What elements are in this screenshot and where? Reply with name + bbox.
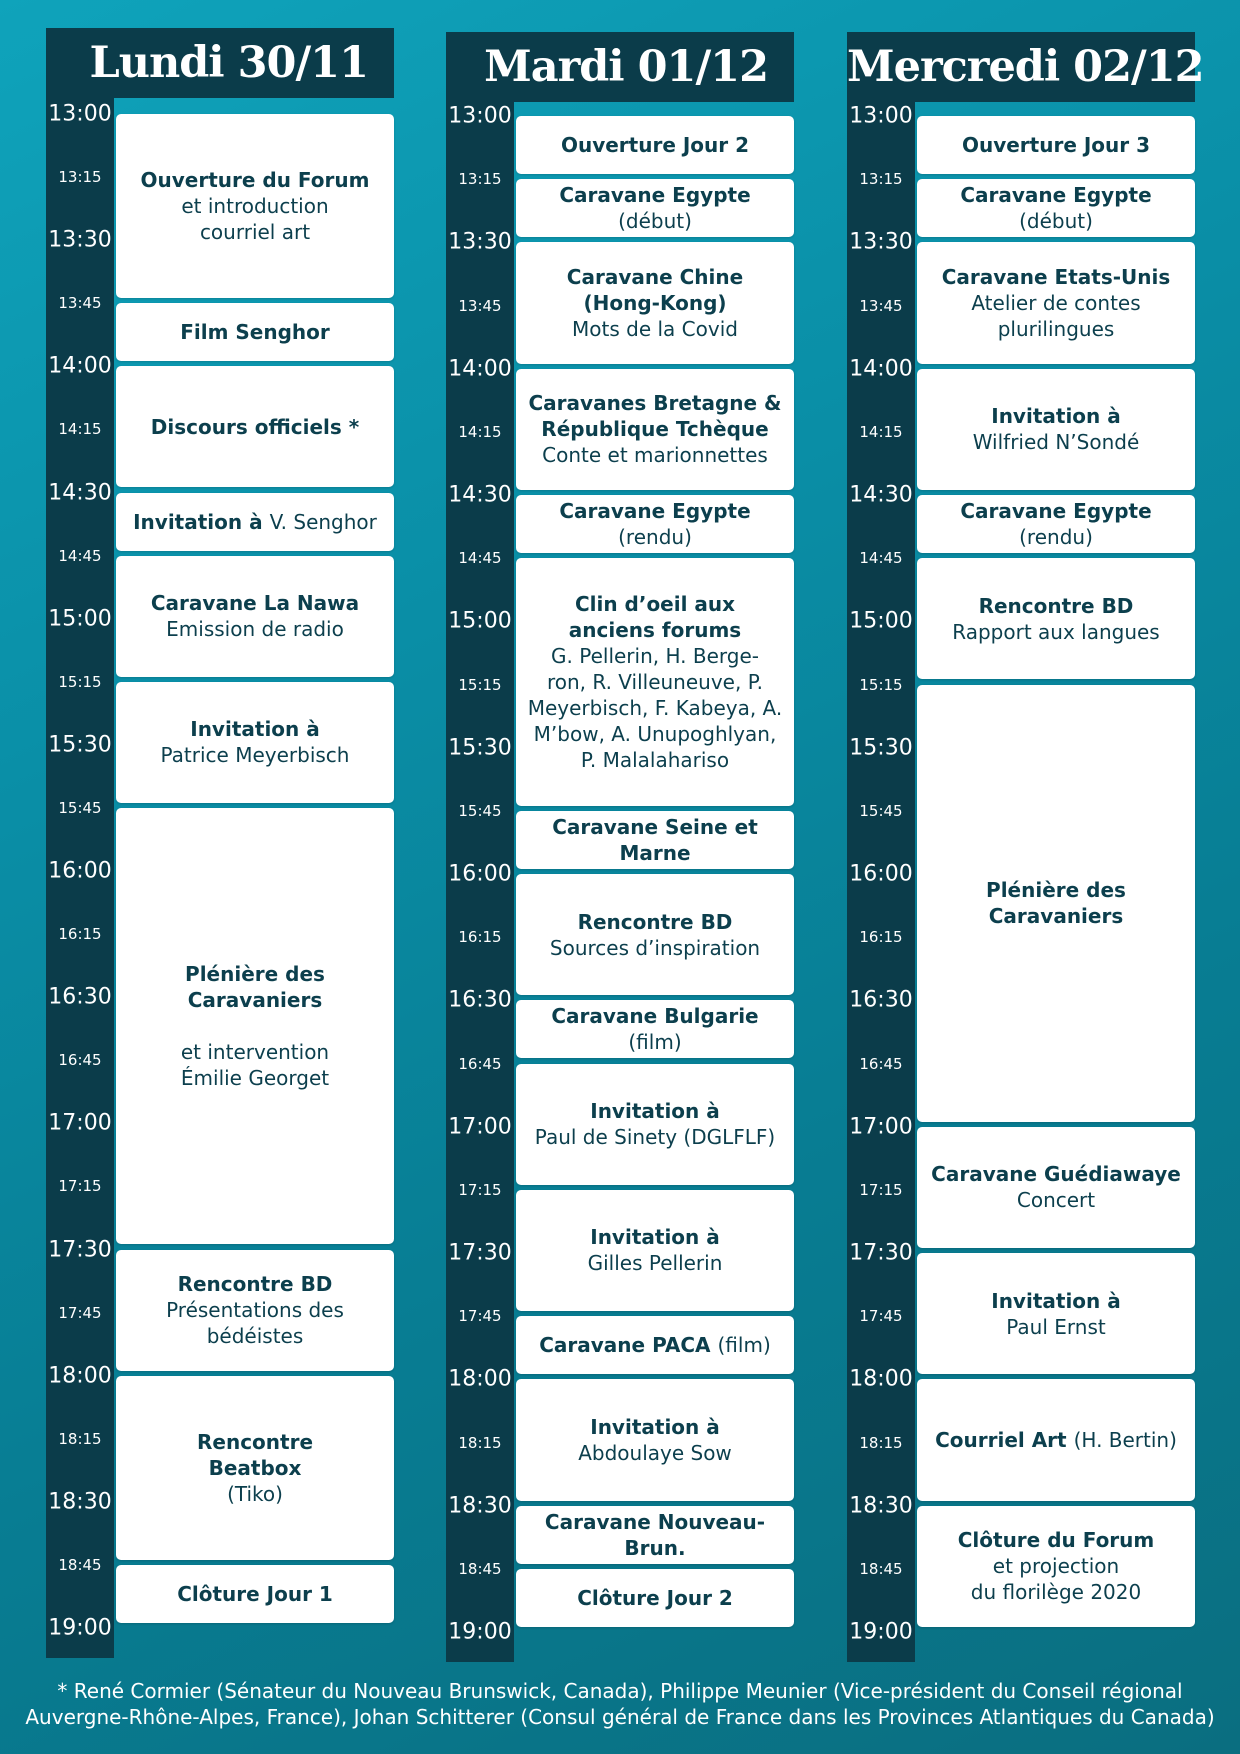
time-label: 18:45 <box>58 1555 102 1574</box>
event-detail-text: (H. Bertin) <box>1073 1427 1177 1452</box>
time-label: 16:15 <box>458 928 502 947</box>
event-line <box>528 695 783 721</box>
time-label: 17:30 <box>448 1240 512 1266</box>
time-label: 15:00 <box>448 608 512 634</box>
event-title-text: Courriel Art <box>935 1427 1074 1452</box>
event-detail-text: (début) <box>618 209 692 234</box>
event-line <box>541 416 768 442</box>
time-label: 16:30 <box>849 987 913 1013</box>
event-line <box>200 219 310 245</box>
event-line <box>578 1440 732 1466</box>
event-line <box>581 747 729 773</box>
event-line <box>529 390 782 416</box>
event-line <box>567 264 743 290</box>
time-label: 16:15 <box>58 925 102 944</box>
time-label: 17:15 <box>458 1180 502 1199</box>
time-label: 16:00 <box>849 861 913 887</box>
event-title-text: Caravane Egypte <box>960 183 1152 208</box>
event-title-text: Clôture du Forum <box>957 1528 1155 1553</box>
time-label: 15:15 <box>859 675 903 694</box>
time-label: 14:15 <box>58 420 102 439</box>
event-line <box>177 1581 333 1607</box>
time-label: 18:45 <box>458 1559 502 1578</box>
event-title-text: Caravaniers <box>187 988 323 1013</box>
event-title-text: Caravane Bulgarie <box>551 1004 759 1029</box>
event-title-text: Discours officiels * <box>150 414 360 439</box>
time-label: 18:15 <box>458 1433 502 1452</box>
event-title-text: anciens forums <box>568 617 742 642</box>
time-label: 13:45 <box>58 294 102 313</box>
time-label: 19:00 <box>849 1619 913 1645</box>
day-header: Lundi 30/11 <box>46 28 394 98</box>
day-header: Mercredi 02/12 <box>847 32 1195 102</box>
event-line <box>572 316 738 342</box>
event-title-text: Rencontre BD <box>577 909 733 934</box>
event-card <box>116 366 394 487</box>
time-label: 15:45 <box>458 801 502 820</box>
event-line <box>1017 1187 1095 1213</box>
event-line <box>979 593 1134 619</box>
event-detail-text: Émilie Georget <box>180 1066 330 1091</box>
event-title-text: Caravanes Bretagne & <box>528 391 782 416</box>
event-card <box>516 1569 794 1627</box>
event-card <box>516 874 794 995</box>
time-label: 16:30 <box>448 987 512 1013</box>
event-detail-text: Conte et marionnettes <box>542 443 768 468</box>
event-title-text: Clôture Jour 2 <box>577 1585 733 1610</box>
event-title-text: Caravane Egypte <box>559 183 751 208</box>
time-label: 15:45 <box>58 798 102 817</box>
event-card <box>116 1250 394 1371</box>
event-line <box>524 1509 786 1561</box>
event-detail-text: et introduction <box>181 194 329 219</box>
event-title-text: Ouverture Jour 2 <box>560 133 750 158</box>
time-label: 18:15 <box>58 1429 102 1448</box>
event-detail-text: Gilles Pellerin <box>587 1251 723 1276</box>
event-card <box>116 808 394 1245</box>
event-card <box>516 369 794 490</box>
event-line <box>971 1579 1141 1605</box>
time-label: 15:30 <box>48 732 112 758</box>
event-title-text: Invitation à <box>991 404 1121 429</box>
footnote-line: * René Cormier (Sénateur du Nouveau Brunswick, Canada), Philippe Meunier (Vice-président du Conseil régional <box>57 1679 1183 1703</box>
event-title-text: Caravane Guédiawaye <box>931 1162 1181 1187</box>
event-card <box>917 558 1195 679</box>
event-line <box>185 961 325 987</box>
time-label: 17:15 <box>58 1177 102 1196</box>
event-line <box>590 1098 719 1124</box>
event-detail-text: P. Malalahariso <box>580 747 730 772</box>
time-label: 18:00 <box>48 1363 112 1389</box>
time-label: 16:00 <box>448 861 512 887</box>
event-card <box>516 811 794 869</box>
time-label: 16:30 <box>48 984 112 1010</box>
event-detail-text <box>252 1014 258 1038</box>
event-card <box>516 1000 794 1058</box>
event-line <box>151 414 359 440</box>
time-label: 15:30 <box>849 735 913 761</box>
event-title-text: Invitation à <box>590 1225 720 1250</box>
event-title-text: Caravane Egypte <box>559 499 751 524</box>
event-title-text: Caravane Egypte <box>960 499 1152 524</box>
time-label: 14:45 <box>58 546 102 565</box>
time-label: 19:00 <box>448 1619 512 1645</box>
event-line <box>991 403 1120 429</box>
time-label: 18:30 <box>48 1489 112 1515</box>
time-label: 14:15 <box>859 422 903 441</box>
time-label: 13:00 <box>48 101 112 127</box>
time-label: 13:45 <box>859 296 903 315</box>
event-card <box>917 116 1195 174</box>
event-title-text: Beatbox <box>208 1455 302 1480</box>
event-line <box>577 1585 733 1611</box>
time-label: 17:15 <box>859 1180 903 1199</box>
time-label: 15:45 <box>859 801 903 820</box>
event-line <box>166 616 344 642</box>
time-label: 13:15 <box>859 170 903 189</box>
event-card <box>116 493 394 551</box>
event-card <box>516 1379 794 1500</box>
event-card <box>516 1190 794 1311</box>
time-label: 14:45 <box>859 549 903 568</box>
time-label: 16:45 <box>458 1054 502 1073</box>
time-label: 13:30 <box>448 229 512 255</box>
time-label: 18:00 <box>448 1366 512 1392</box>
event-card <box>917 1379 1195 1500</box>
event-card <box>116 114 394 298</box>
event-line <box>181 1065 329 1091</box>
event-card <box>116 303 394 361</box>
event-line <box>227 1481 283 1507</box>
event-line <box>931 1161 1181 1187</box>
event-detail-text: du florilège 2020 <box>970 1580 1142 1605</box>
time-label: 15:00 <box>48 606 112 632</box>
event-detail-text: (rendu) <box>618 525 692 550</box>
time-label: 17:00 <box>448 1114 512 1140</box>
event-title-text: Invitation à <box>590 1414 720 1439</box>
event-title-text: (Hong-Kong) <box>583 290 727 315</box>
event-line <box>575 591 735 617</box>
event-line <box>925 498 1187 550</box>
time-label: 15:15 <box>58 672 102 691</box>
event-title-text: Invitation à <box>590 1099 720 1124</box>
event-detail-text: (rendu) <box>1019 525 1093 550</box>
event-line <box>993 1553 1119 1579</box>
event-title-text: Rencontre BD <box>978 593 1134 618</box>
event-line <box>962 132 1150 158</box>
event-card <box>516 1506 794 1564</box>
event-detail-text: bédéistes <box>206 1324 304 1349</box>
event-line <box>207 1323 304 1349</box>
event-line <box>180 319 330 345</box>
event-card <box>917 495 1195 553</box>
event-card <box>917 369 1195 490</box>
event-card <box>516 558 794 806</box>
event-line <box>958 1527 1155 1553</box>
event-detail-text: Patrice Meyerbisch <box>160 743 350 768</box>
event-line <box>524 1003 786 1055</box>
event-card <box>516 1316 794 1374</box>
event-line <box>588 1250 723 1276</box>
event-line <box>550 935 760 961</box>
event-detail-text: Mots de la Covid <box>572 316 738 341</box>
event-line <box>197 1429 313 1455</box>
event-line <box>590 1414 719 1440</box>
event-detail-text: Meyerbisch, F. Kabeya, A. <box>527 695 783 720</box>
event-title-text: Caravane La Nawa <box>150 591 360 616</box>
time-label: 13:30 <box>48 227 112 253</box>
time-label: 15:30 <box>448 735 512 761</box>
event-line <box>181 1039 329 1065</box>
event-line <box>178 1271 333 1297</box>
event-line <box>166 1297 344 1323</box>
event-title-text: Caravane PACA <box>539 1333 718 1358</box>
time-label: 19:00 <box>48 1615 112 1641</box>
time-label: 17:45 <box>58 1303 102 1322</box>
event-line <box>942 264 1171 290</box>
event-card <box>917 1253 1195 1374</box>
event-line <box>209 1455 302 1481</box>
event-detail-text: Emission de radio <box>166 617 344 642</box>
event-title-text: Caravane Seine et Marne <box>552 814 758 865</box>
event-line <box>925 182 1187 234</box>
event-detail-text: G. Pellerin, H. Berge- <box>551 643 759 668</box>
time-label: 17:45 <box>859 1307 903 1326</box>
event-detail-text: et intervention <box>180 1040 330 1065</box>
event-detail-text: Concert <box>1016 1188 1096 1213</box>
event-title-text: République Tchèque <box>541 417 769 442</box>
event-line <box>151 590 359 616</box>
event-detail-text: Wilfried N’Sondé <box>972 430 1140 455</box>
time-label: 14:30 <box>448 482 512 508</box>
time-label: 16:15 <box>859 928 903 947</box>
event-title-text: Rencontre BD <box>177 1272 333 1297</box>
event-line <box>1006 1314 1105 1340</box>
event-detail-text: (film) <box>628 1030 682 1055</box>
time-label: 14:15 <box>458 422 502 441</box>
event-card <box>516 242 794 363</box>
time-label: 16:45 <box>58 1051 102 1070</box>
event-detail-text: V. Senghor <box>269 509 377 534</box>
event-card <box>516 495 794 553</box>
event-line <box>190 716 319 742</box>
footnote <box>20 1678 1220 1730</box>
event-card <box>116 1376 394 1560</box>
event-line <box>991 1288 1120 1314</box>
event-card <box>917 685 1195 1122</box>
event-line <box>583 290 726 316</box>
event-detail-text: Rapport aux langues <box>952 619 1160 644</box>
event-detail-text: plurilingues <box>997 316 1115 341</box>
event-detail-text: (film) <box>717 1333 771 1358</box>
day-header: Mardi 01/12 <box>446 32 794 102</box>
event-line <box>524 814 786 866</box>
event-line <box>181 193 328 219</box>
event-line <box>542 442 768 468</box>
time-label: 15:00 <box>849 608 913 634</box>
event-line <box>252 1013 258 1039</box>
event-line <box>551 643 759 669</box>
time-label: 13:00 <box>448 103 512 129</box>
event-title-text: Invitation à <box>133 509 270 534</box>
event-line <box>547 669 763 695</box>
time-label: 17:45 <box>458 1307 502 1326</box>
event-title-text: Plénière des <box>986 878 1126 903</box>
event-detail-text: Sources d’inspiration <box>549 935 761 960</box>
event-line <box>569 617 741 643</box>
event-title-text: Plénière des <box>185 962 325 987</box>
time-label: 13:15 <box>458 170 502 189</box>
time-label: 14:00 <box>448 356 512 382</box>
event-title-text: Rencontre <box>196 1429 314 1454</box>
event-title-text: Invitation à <box>991 1288 1121 1313</box>
time-label: 16:00 <box>48 858 112 884</box>
event-line <box>578 909 733 935</box>
time-label: 17:30 <box>48 1237 112 1262</box>
event-title-text: Clin d’oeil aux <box>574 591 736 616</box>
time-label: 13:30 <box>849 229 913 255</box>
event-line <box>188 987 323 1013</box>
event-line <box>539 1332 771 1358</box>
event-title-text: Clôture Jour 1 <box>177 1581 333 1606</box>
event-title-text: Caravaniers <box>988 904 1124 929</box>
event-line <box>952 619 1159 645</box>
time-label: 14:30 <box>849 482 913 508</box>
event-line <box>524 182 786 234</box>
event-detail-text: Paul de Sinety (DGLFLF) <box>534 1125 776 1150</box>
event-card <box>116 556 394 677</box>
time-label: 18:45 <box>859 1559 903 1578</box>
event-detail-text: et projection <box>992 1554 1120 1579</box>
time-label: 18:30 <box>448 1493 512 1519</box>
event-detail-text: M’bow, A. Unupoghlyan, <box>533 721 777 746</box>
event-title-text: Ouverture du Forum <box>140 168 370 193</box>
event-line <box>524 498 786 550</box>
event-card <box>917 1506 1195 1627</box>
event-line <box>935 1427 1177 1453</box>
event-title-text: Caravane Etats-Unis <box>941 264 1171 289</box>
event-line <box>989 903 1124 929</box>
event-line <box>971 290 1140 316</box>
event-line <box>973 429 1140 455</box>
event-line <box>535 1124 775 1150</box>
event-detail-text: ron, R. Villeuneuve, P. <box>546 669 763 694</box>
event-line <box>590 1224 719 1250</box>
event-line <box>998 316 1115 342</box>
time-label: 13:00 <box>849 103 913 129</box>
time-label: 14:30 <box>48 480 112 505</box>
event-card <box>116 1565 394 1623</box>
event-detail-text: Paul Ernst <box>1006 1314 1106 1339</box>
time-label: 16:45 <box>859 1054 903 1073</box>
event-detail-text: (début) <box>1019 209 1093 234</box>
time-label: 17:30 <box>849 1240 913 1266</box>
time-label: 17:00 <box>849 1114 913 1140</box>
event-card <box>917 179 1195 237</box>
time-label: 14:00 <box>48 353 112 379</box>
event-title-text: Film Senghor <box>180 320 330 345</box>
event-detail-text: Atelier de contes <box>971 290 1141 315</box>
time-label: 13:45 <box>458 296 502 315</box>
time-label: 15:15 <box>458 675 502 694</box>
event-line <box>161 742 350 768</box>
event-line <box>561 132 749 158</box>
event-detail-text: courriel art <box>199 220 311 245</box>
event-line <box>534 721 777 747</box>
event-detail-text: Abdoulaye Sow <box>578 1440 732 1465</box>
event-detail-text: (Tiko) <box>227 1481 283 1506</box>
time-label: 17:00 <box>48 1110 112 1136</box>
event-card <box>917 1127 1195 1248</box>
time-label: 14:45 <box>458 549 502 568</box>
footnote-line: Auvergne-Rhône-Alpes, France), Johan Schitterer (Consul général de France dans les Provinces Atlantiques du Canada) <box>25 1705 1215 1729</box>
event-title-text: Ouverture Jour 3 <box>961 133 1151 158</box>
time-label: 18:30 <box>849 1493 913 1519</box>
event-detail-text: Présentations des <box>166 1298 344 1323</box>
event-card <box>516 1064 794 1185</box>
time-label: 18:15 <box>859 1433 903 1452</box>
time-label: 13:15 <box>58 168 102 187</box>
event-title-text: Caravane Chine <box>566 264 744 289</box>
event-line <box>986 877 1126 903</box>
event-line <box>133 509 377 535</box>
event-title-text: Invitation à <box>190 717 320 742</box>
time-label: 18:00 <box>849 1366 913 1392</box>
event-card <box>917 242 1195 363</box>
time-label: 14:00 <box>849 356 913 382</box>
event-card <box>516 116 794 174</box>
event-line <box>141 167 370 193</box>
event-card <box>116 682 394 803</box>
event-title-text: Caravane Nouveau-Brun. <box>544 1509 766 1560</box>
event-card <box>516 179 794 237</box>
